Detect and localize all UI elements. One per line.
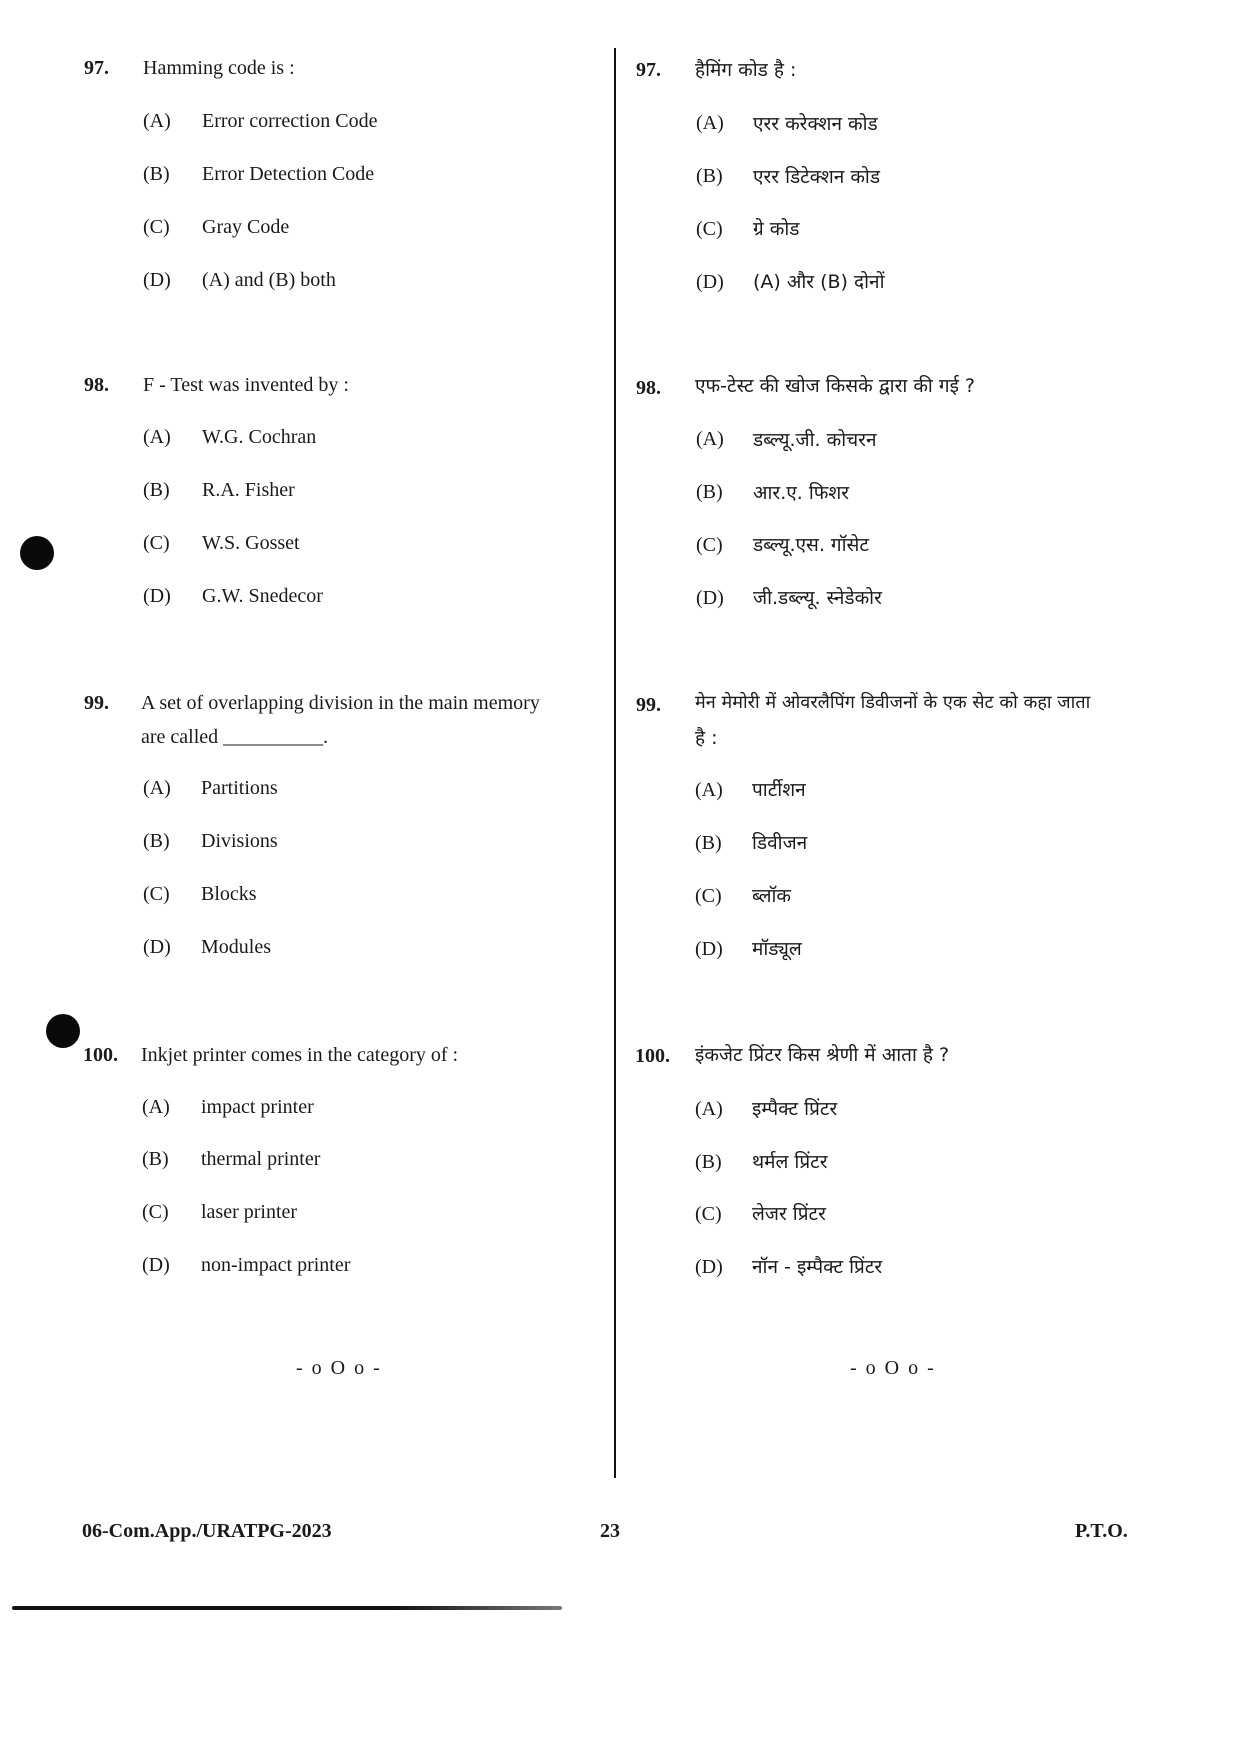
option-letter: (C) [696, 534, 723, 556]
option-text: Modules [201, 936, 271, 958]
option-letter: (C) [695, 1203, 722, 1225]
option-text: thermal printer [201, 1148, 321, 1170]
option-text: पार्टीशन [752, 779, 806, 801]
option-letter: (A) [143, 426, 171, 448]
option-letter: (D) [696, 587, 724, 609]
option-letter: (D) [695, 1256, 723, 1278]
question-text: Inkjet printer comes in the category of : [141, 1044, 459, 1066]
option-letter: (C) [696, 218, 723, 240]
option-text: लेजर प्रिंटर [752, 1203, 826, 1225]
option-text: non-impact printer [201, 1254, 351, 1276]
please-turn-over: P.T.O. [1075, 1520, 1128, 1542]
option-text: Blocks [201, 883, 257, 905]
question-text: एफ-टेस्ट की खोज किसके द्वारा की गई ? [695, 375, 976, 397]
option-text: आर.ए. फिशर [753, 482, 850, 504]
end-mark: - o O o - [850, 1357, 936, 1379]
option-text: एरर डिटेक्शन कोड [753, 166, 881, 188]
question-text-line2: are called __________. [141, 726, 329, 748]
end-mark: - o O o - [296, 1357, 382, 1379]
option-text: एरर करेक्शन कोड [753, 113, 878, 135]
option-letter: (C) [143, 532, 170, 554]
option-letter: (B) [142, 1148, 169, 1170]
option-text: G.W. Snedecor [202, 585, 323, 607]
option-letter: (A) [696, 428, 724, 450]
punch-hole-mark [20, 536, 54, 570]
paper-code: 06-Com.App./URATPG-2023 [82, 1520, 332, 1542]
option-letter: (C) [143, 883, 170, 905]
option-text: Error Detection Code [202, 163, 375, 185]
option-letter: (D) [695, 938, 723, 960]
option-text: ब्लॉक [752, 885, 791, 907]
question-text: A set of overlapping division in the main memory [141, 692, 540, 714]
option-text: थर्मल प्रिंटर [752, 1151, 828, 1173]
option-text: Error correction Code [202, 110, 378, 132]
option-letter: (B) [695, 1151, 722, 1173]
question-number: 98. [636, 377, 661, 399]
option-letter: (B) [696, 481, 723, 503]
option-letter: (A) [143, 777, 171, 799]
option-text: इम्पैक्ट प्रिंटर [752, 1098, 838, 1120]
question-text: F - Test was invented by : [143, 374, 349, 396]
question-text-line2: है : [695, 727, 718, 749]
option-letter: (A) [142, 1096, 170, 1118]
option-text: Partitions [201, 777, 278, 799]
option-text: Divisions [201, 830, 278, 852]
option-letter: (D) [143, 585, 171, 607]
option-text: R.A. Fisher [202, 479, 295, 501]
question-number: 100. [83, 1044, 118, 1066]
option-letter: (B) [695, 832, 722, 854]
option-letter: (C) [143, 216, 170, 238]
page-number: 23 [600, 1520, 620, 1542]
option-text: ग्रे कोड [753, 218, 800, 240]
question-text: मेन मेमोरी में ओवरलैपिंग डिवीजनों के एक सेट को कहा जाता [695, 692, 1091, 713]
option-text: नॉन - इम्पैक्ट प्रिंटर [752, 1256, 883, 1278]
option-text: W.S. Gosset [202, 532, 300, 554]
question-number: 97. [636, 59, 661, 81]
option-text: डिवीजन [752, 832, 808, 854]
bottom-rule [12, 1606, 562, 1610]
question-text: इंकजेट प्रिंटर किस श्रेणी में आता है ? [695, 1044, 950, 1066]
question-text: हैमिंग कोड है : [695, 59, 797, 81]
question-number: 100. [635, 1045, 670, 1067]
option-letter: (D) [143, 269, 171, 291]
option-letter: (B) [143, 479, 170, 501]
option-text: मॉड्यूल [752, 938, 802, 960]
option-text: (A) and (B) both [202, 269, 336, 291]
option-letter: (D) [143, 936, 171, 958]
option-letter: (B) [143, 830, 170, 852]
option-letter: (A) [696, 112, 724, 134]
option-letter: (D) [142, 1254, 170, 1276]
option-text: जी.डब्ल्यू. स्नेडेकोर [753, 587, 882, 609]
option-letter: (B) [143, 163, 170, 185]
question-number: 97. [84, 57, 109, 79]
option-letter: (C) [142, 1201, 169, 1223]
question-number: 98. [84, 374, 109, 396]
option-text: laser printer [201, 1201, 298, 1223]
option-text: डब्ल्यू.जी. कोचरन [753, 429, 877, 451]
punch-hole-mark [46, 1014, 80, 1048]
option-text: Gray Code [202, 216, 290, 238]
question-text: Hamming code is : [143, 57, 295, 79]
option-text: W.G. Cochran [202, 426, 317, 448]
option-letter: (A) [143, 110, 171, 132]
question-number: 99. [84, 692, 109, 714]
option-text: impact printer [201, 1096, 314, 1118]
option-letter: (D) [696, 271, 724, 293]
option-text: डब्ल्यू.एस. गॉसेट [753, 534, 869, 556]
option-text: (A) और (B) दोनों [753, 271, 885, 293]
option-letter: (A) [695, 779, 723, 801]
column-divider [614, 48, 616, 1478]
option-letter: (A) [695, 1098, 723, 1120]
option-letter: (B) [696, 165, 723, 187]
question-number: 99. [636, 694, 661, 716]
option-letter: (C) [695, 885, 722, 907]
